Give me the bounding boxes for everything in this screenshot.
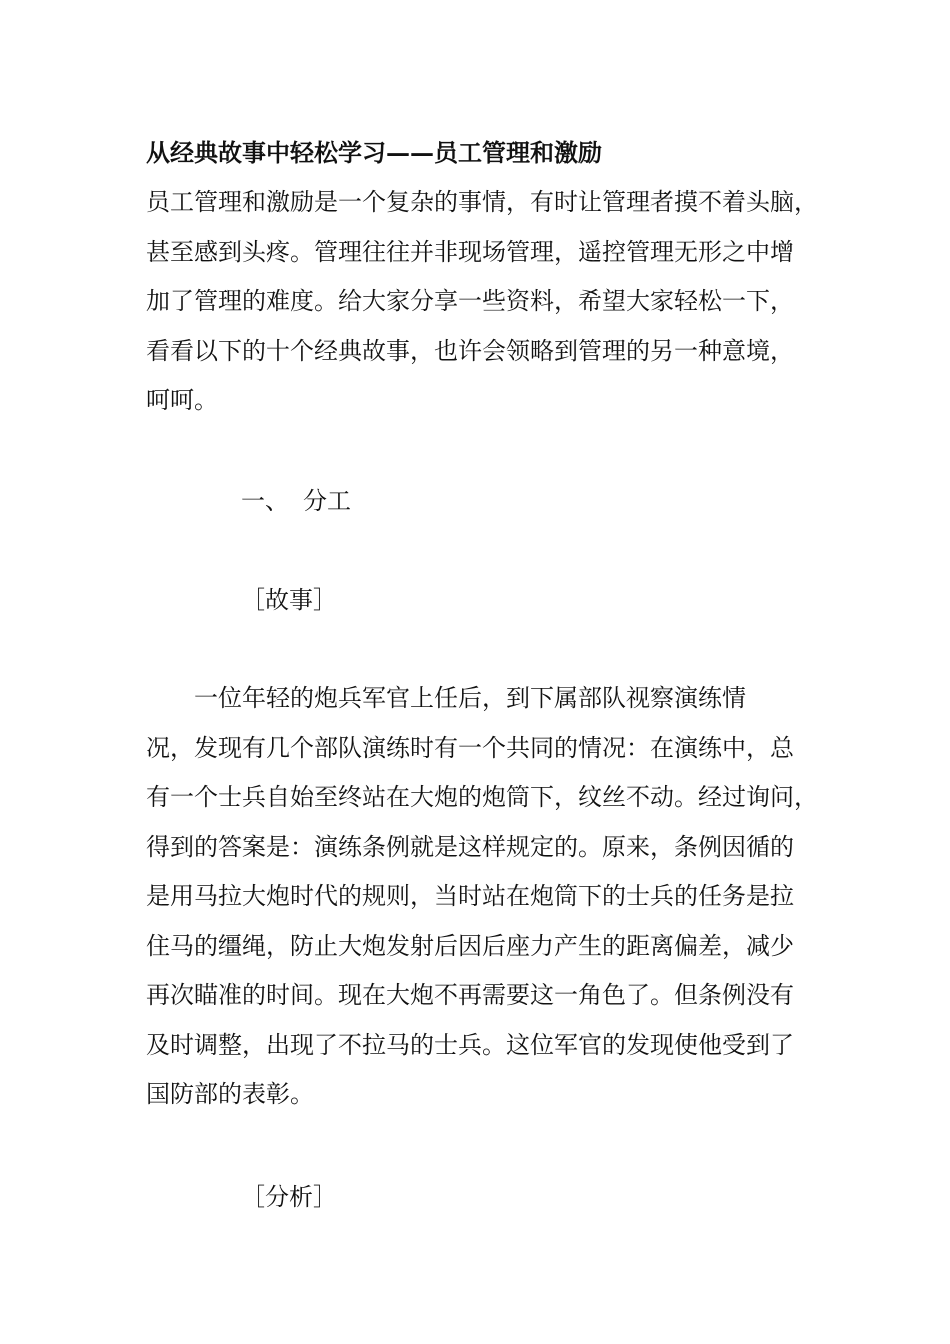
story-line: 得到的答案是：演练条例就是这样规定的。原来，条例因循的: [146, 832, 794, 861]
document-title: 从经典故事中轻松学习——员工管理和激励: [146, 138, 602, 167]
section-heading: [241, 484, 351, 518]
intro-line: 员工管理和激励是一个复杂的事情，有时让管理者摸不着头脑，: [146, 188, 818, 216]
intro-line: 加了管理的难度。给大家分享一些资料，希望大家轻松一下，: [146, 287, 794, 315]
analysis-label: ［分析］: [241, 1183, 337, 1211]
section-title: 分工: [303, 487, 351, 515]
section-number: 一、: [241, 487, 289, 515]
story-line: 是用马拉大炮时代的规则，当时站在炮筒下的士兵的任务是拉: [146, 882, 794, 910]
story-label: ［故事］: [241, 586, 337, 614]
story-line: 国防部的表彰。: [146, 1080, 314, 1108]
story-line: 再次瞄准的时间。现在大炮不再需要这一角色了。但条例没有: [146, 981, 794, 1009]
intro-line: 呵呵。: [146, 386, 218, 414]
story-line: 有一个士兵自始至终站在大炮的炮筒下，纹丝不动。经过询问，: [146, 783, 818, 811]
story-line: 况，发现有几个部队演练时有一个共同的情况：在演练中，总: [146, 733, 794, 762]
intro-line: 看看以下的十个经典故事，也许会领略到管理的另一种意境，: [146, 336, 794, 365]
intro-paragraph: [146, 178, 818, 426]
intro-line: 甚至感到头疼。管理往往并非现场管理，遥控管理无形之中增: [146, 237, 794, 266]
story-line: 及时调整，出现了不拉马的士兵。这位军官的发现使他受到了: [146, 1030, 794, 1059]
story-line: 一位年轻的炮兵军官上任后，到下属部队视察演练情: [146, 684, 746, 712]
story-line: 住马的缰绳，防止大炮发射后因后座力产生的距离偏差，减少: [146, 931, 794, 960]
story-paragraph: [146, 674, 818, 1120]
